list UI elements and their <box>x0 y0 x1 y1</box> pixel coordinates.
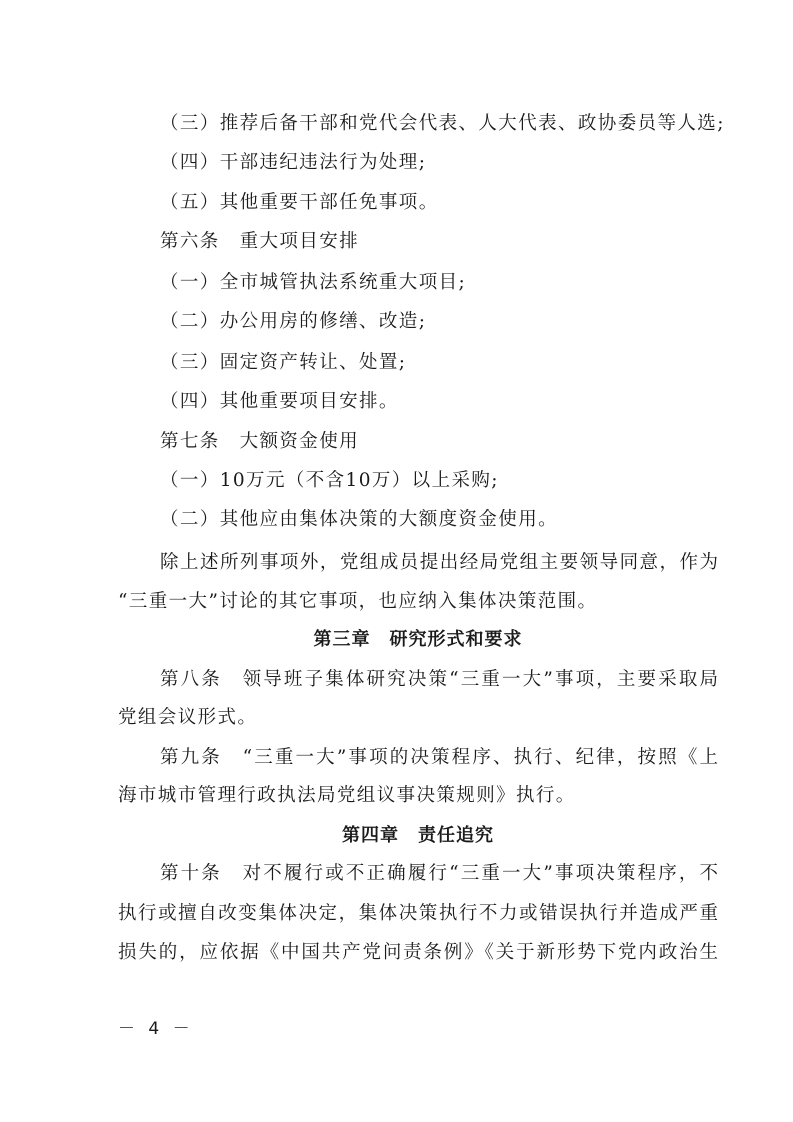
chapter-heading: 第四章 责任追究 <box>342 825 494 846</box>
chapter-heading: 第三章 研究形式和要求 <box>313 629 523 650</box>
paragraph-line: 第八条 领导班子集体研究决策“三重一大”事项，主要采取局 <box>160 669 718 690</box>
page-number: － 4 － <box>118 1019 194 1039</box>
paragraph-line: “三重一大”讨论的其它事项，也应纳入集体决策范围。 <box>118 591 598 612</box>
article-heading: 第六条 重大项目安排 <box>160 231 360 252</box>
paragraph-line: 第十条 对不履行或不正确履行“三重一大”事项决策程序，不 <box>160 863 718 884</box>
list-item: （三）推荐后备干部和党代会代表、人大代表、政协委员等人选; <box>160 113 725 134</box>
paragraph-line: 第九条 “三重一大”事项的决策程序、执行、纪律，按照《上 <box>160 747 718 768</box>
list-item: （五）其他重要干部任免事项。 <box>160 192 439 213</box>
paragraph-line: 执行或擅自改变集体决定，集体决策执行不力或错误执行并造成严重 <box>118 903 718 924</box>
article-heading: 第七条 大额资金使用 <box>160 431 360 452</box>
list-item: （一）10万元（不含10万）以上采购; <box>160 470 499 491</box>
paragraph-line: 党组会议形式。 <box>118 707 258 728</box>
list-item: （一）全市城管执法系统重大项目; <box>160 272 467 293</box>
list-item: （四）其他重要项目安排。 <box>160 391 399 412</box>
list-item: （三）固定资产转让、处置; <box>160 352 407 373</box>
paragraph-line: 海市城市管理行政执法局党组议事决策规则》执行。 <box>118 785 576 806</box>
paragraph-line: 损失的，应依据《中国共产党问责条例》《关于新形势下党内政治生 <box>118 942 718 963</box>
paragraph-line: 除上述所列事项外，党组成员提出经局党组主要领导同意，作为 <box>160 552 718 573</box>
list-item: （二）办公用房的修缮、改造; <box>160 311 427 332</box>
list-item: （二）其他应由集体决策的大额度资金使用。 <box>160 509 559 530</box>
list-item: （四）干部违纪违法行为处理; <box>160 152 427 173</box>
